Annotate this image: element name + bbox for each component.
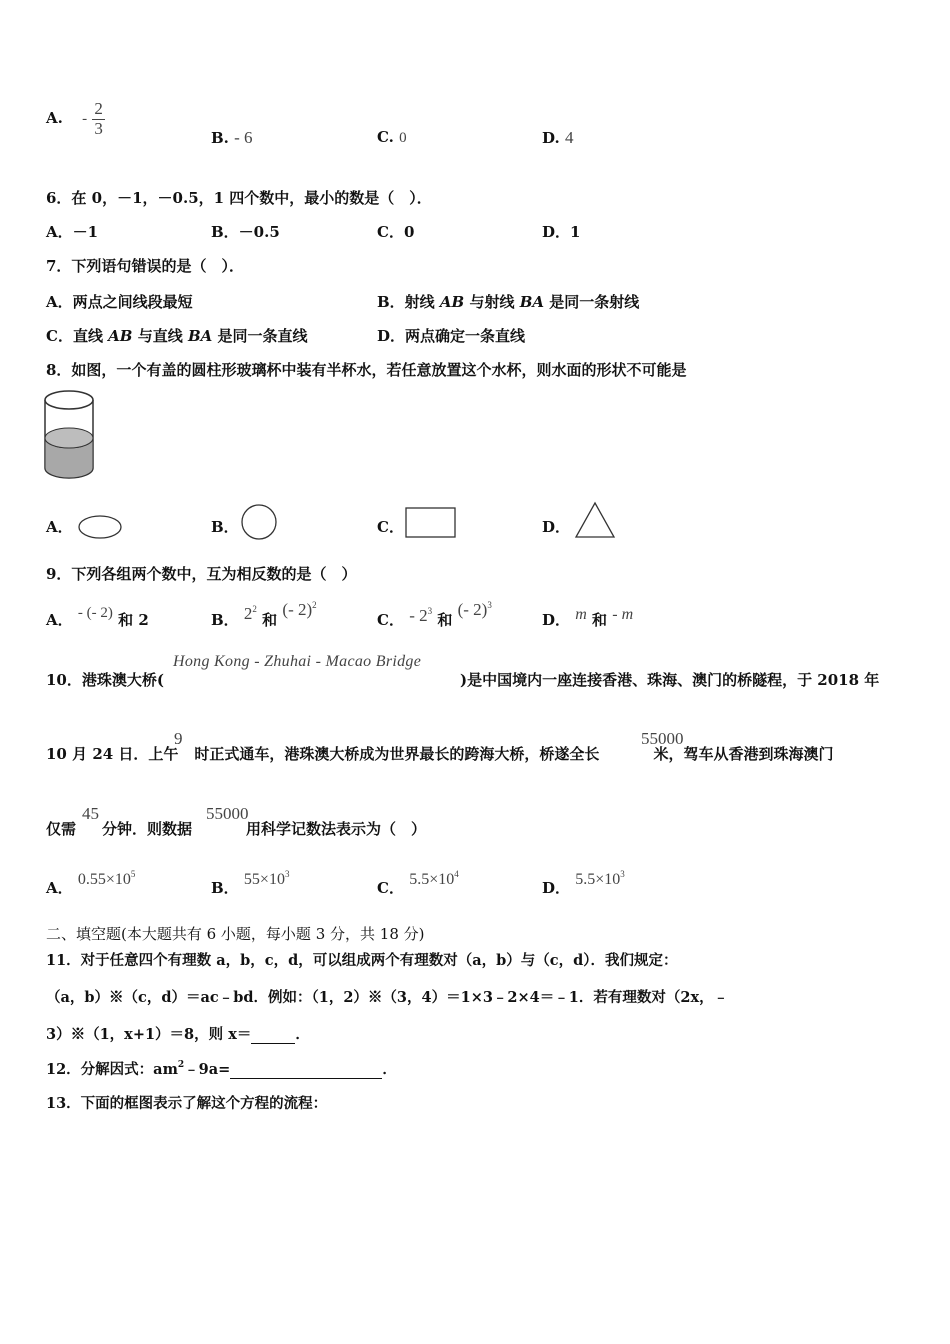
answer-blank[interactable] — [230, 1061, 382, 1079]
minutes-value: 45 — [82, 804, 99, 823]
q7-option-a[interactable]: A．两点之间线段最短 — [46, 293, 193, 311]
section-2-heading: 二、填空题(本大题共有 6 小题，每小题 3 分，共 18 分) — [46, 925, 425, 943]
rectangle-icon[interactable] — [405, 507, 457, 539]
q10-option-d[interactable]: D． $5.5\times 10^3$ — [542, 869, 625, 897]
hour-value: 9 — [174, 729, 183, 748]
ellipse-icon[interactable] — [78, 514, 124, 540]
q10-option-c[interactable]: C． $5.5\times 10^4$ — [377, 869, 459, 897]
q5-option-a[interactable]: A. - $\frac{2}{3}$ — [46, 99, 103, 138]
q7-stem: 7．下列语句错误的是（ ）． — [46, 257, 244, 275]
q8-option-d-label[interactable]: D． — [542, 518, 571, 536]
q6-option-c[interactable]: C．0 — [377, 223, 415, 241]
triangle-icon[interactable] — [574, 501, 616, 539]
q10-option-a[interactable]: A． $0.55\times 10^5$ — [46, 869, 136, 897]
q8-option-a-label[interactable]: A． — [46, 518, 73, 536]
q11-line-1: 11．对于任意四个有理数 a，b，c，d，可以组成两个有理数对（a，b）与（c，d）．我们规定： — [46, 952, 678, 969]
q6-stem: 6．在 0，－1，－0.5，1 四个数中，最小的数是（ ）． — [46, 189, 432, 207]
q9-option-d[interactable]: D． m 和 - m — [542, 606, 634, 629]
q9-option-b[interactable]: B． $2^2$ 和 (- 2)$^2$ — [211, 600, 317, 629]
fraction: $\frac{2}{3}$ — [94, 99, 103, 138]
q10-option-b[interactable]: B． $55\times 10^3$ — [211, 869, 290, 897]
q7-option-b[interactable]: B．射线 AB 与射线 BA 是同一条射线 — [377, 293, 640, 311]
q6-option-b[interactable]: B．－0.5 — [211, 223, 280, 241]
bridge-length-value: 55000 — [641, 729, 684, 748]
q7-option-d[interactable]: D．两点确定一条直线 — [377, 327, 526, 345]
q9-stem: 9．下列各组两个数中，互为相反数的是（ ） — [46, 565, 357, 583]
q5-option-d[interactable]: D. 4 — [542, 128, 574, 147]
glass-cup-figure — [44, 390, 96, 482]
q11-line-3: 3）※（1，x+1）＝8，则 x＝ ． — [46, 1026, 310, 1043]
circle-icon[interactable] — [240, 503, 280, 543]
q10-line-1: 10．港珠澳大桥( )是中国境内一座连接香港、珠海、澳门的桥隧程，于 2018 年 — [46, 671, 880, 689]
q8-option-b-label[interactable]: B． — [211, 518, 239, 536]
q13-stem: 13．下面的框图表示了解这个方程的流程： — [46, 1095, 328, 1112]
q6-option-d[interactable]: D．1 — [542, 223, 581, 241]
bridge-english-name: Hong Kong - Zhuhai - Macao Bridge — [173, 653, 422, 670]
q12-line: 12．分解因式：$am^2﹣9a=$ ． — [46, 1060, 397, 1078]
answer-blank[interactable] — [251, 1026, 295, 1044]
q10-line-3: 仅需 分钟．则数据 用科学记数法表示为（ ） — [46, 820, 427, 838]
q7-option-c[interactable]: C．直线 AB 与直线 BA 是同一条直线 — [46, 327, 308, 345]
number-value: 55000 — [206, 804, 249, 823]
q9-option-c[interactable]: C． - $2^3$ 和 (- 2)$^3$ — [377, 600, 492, 629]
q5-option-c[interactable]: C. 0 — [377, 128, 407, 146]
q10-line-2: 10 月 24 日．上午 时正式通车，港珠澳大桥成为世界最长的跨海大桥，桥遂全长 米，驾车从香港到珠海澳门 — [46, 745, 834, 763]
q8-stem: 8．如图，一个有盖的圆柱形玻璃杯中装有半杯水，若任意放置这个水杯，则水面的形状不可能是 — [46, 361, 687, 379]
q9-option-a[interactable]: A． - (- 2) 和 2 — [46, 605, 149, 629]
q6-option-a[interactable]: A．－1 — [46, 223, 99, 241]
q11-line-2: （a，b）※（c，d）＝ac﹣bd．例如：（1，2）※（3，4）＝1×3﹣2×4＝﹣1．若有理数对（2x，﹣ — [46, 989, 729, 1006]
q5-option-b[interactable]: B. - 6 — [211, 128, 253, 147]
q8-option-c-label[interactable]: C． — [377, 518, 404, 536]
